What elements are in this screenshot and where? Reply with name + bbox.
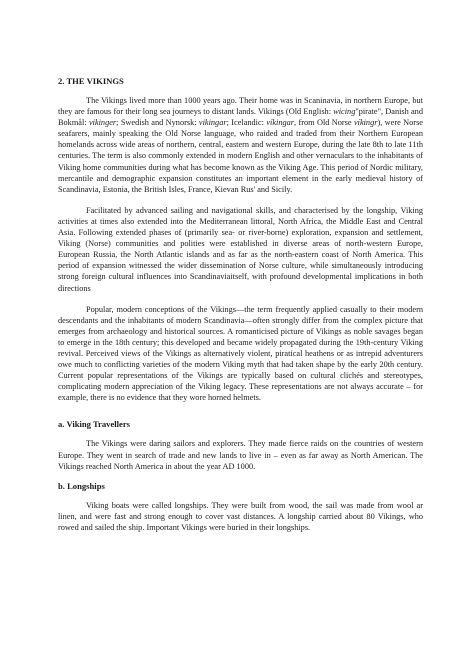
intro-text-c: ; Icelandic: — [226, 118, 267, 128]
paragraph-vikings-intro — [58, 95, 423, 195]
intro-text-b: ; Swedish and Nynorsk: — [116, 118, 199, 128]
intro-text-lead: The Vikings lived more than 1000 years ago. Their home was in Scaninavia, in northern Europe, but they are famous for their long sea journeys to distant lands. Vikings (Old English: — [58, 96, 423, 117]
document-page — [58, 76, 423, 533]
paragraph-viking-travellers: The Vikings were daring sailors and explorers. They made fierce raids on the countries of western Europe. They went in search of trade and new lands to live in – even as far away as North American. The Vikings reached North America in about the year AD 1000. — [58, 439, 423, 471]
paragraph-vikings-expansion: Facilitated by advanced sailing and navigational skills, and characterised by the longship, Viking activities at times also extended into the Mediterranean littoral, North Africa, the Middle East and Central Asia. Following extended phases of (primarily sea- or river-borne) exploration, expansion and settlement, Viking (Norse) communities and polities were established in diverse areas of north-western Europe, European Russia, the North Atlantic islands and as far as the north-eastern coast of North America. This period of expansion witnessed the wider dissemination of Norse culture, while simultaneously introducing strong foreign cultural influences into Scandinaviaitself, with profound developmental implications in both directions — [58, 205, 423, 293]
term-vikingar-icelandic: víkingar — [266, 118, 294, 128]
subsection-title-longships: b. Longships — [58, 480, 105, 491]
intro-text-a: "pirate", Danish and Bokmål: — [58, 107, 423, 128]
paragraph-longships: Viking boats were called longships. They were built from wood, the sail was made from wool ar linen, and were fast and strong enough to cover vast distances. A longship carried about 80 Vikings, who rowed and sailed the ship. Important Vikings were buried in their longships. — [58, 500, 423, 532]
intro-text-rest: ), were Norse seafarers, mainly speaking the Old Norse language, who raided and traded from their Northern European homelands across wide areas of northern, central, eastern and western Europe, during the late 8th to late 11th centuries. The term is also commonly extended in modern English and other vernaculars to the inhabitants of Viking home communities during what has become known as the Viking Age. This period of Nordic military, mercantile and demographic expansion constitutes an important element in the early medieval history of Scandinavia, Estonia, the British Isles, France, Kievan Rus' and Sicily. — [58, 118, 423, 194]
term-vikingar: vikingar — [198, 118, 227, 128]
term-wicing: wicing — [333, 107, 356, 117]
section-title: 2. THE VIKINGS — [58, 76, 124, 86]
paragraph-vikings-popular-conceptions: Popular, modern conceptions of the Vikings—the term frequently applied casually to their modern descendants and the inhabitants of modern Scandinavia—often strongly differ from the complex picture that emerges from archaeology and historical sources. A romanticised picture of Vikings as noble savages began to emerge in the 18th century; this developed and became widely propagated during the 19th-century Viking revival. Perceived views of the Vikings as alternatively violent, piratical heathens or as intrepid adventurers owe much to conflicting varieties of the modern Viking myth that had taken shape by the early 20th century. Current popular representations of the Vikings are typically based on cultural clichés and stereotypes, complicating modern appreciation of the Viking legacy. These representations are not always accurate – for example, there is no evidence that they wore horned helmets. — [58, 304, 423, 403]
subsection-title-viking-travellers: a. Viking Travellers — [58, 419, 131, 430]
intro-text-d: , from Old Norse — [294, 118, 354, 128]
term-vikingr: víkingr — [353, 118, 378, 128]
term-vikinger: vikinger — [88, 118, 117, 128]
